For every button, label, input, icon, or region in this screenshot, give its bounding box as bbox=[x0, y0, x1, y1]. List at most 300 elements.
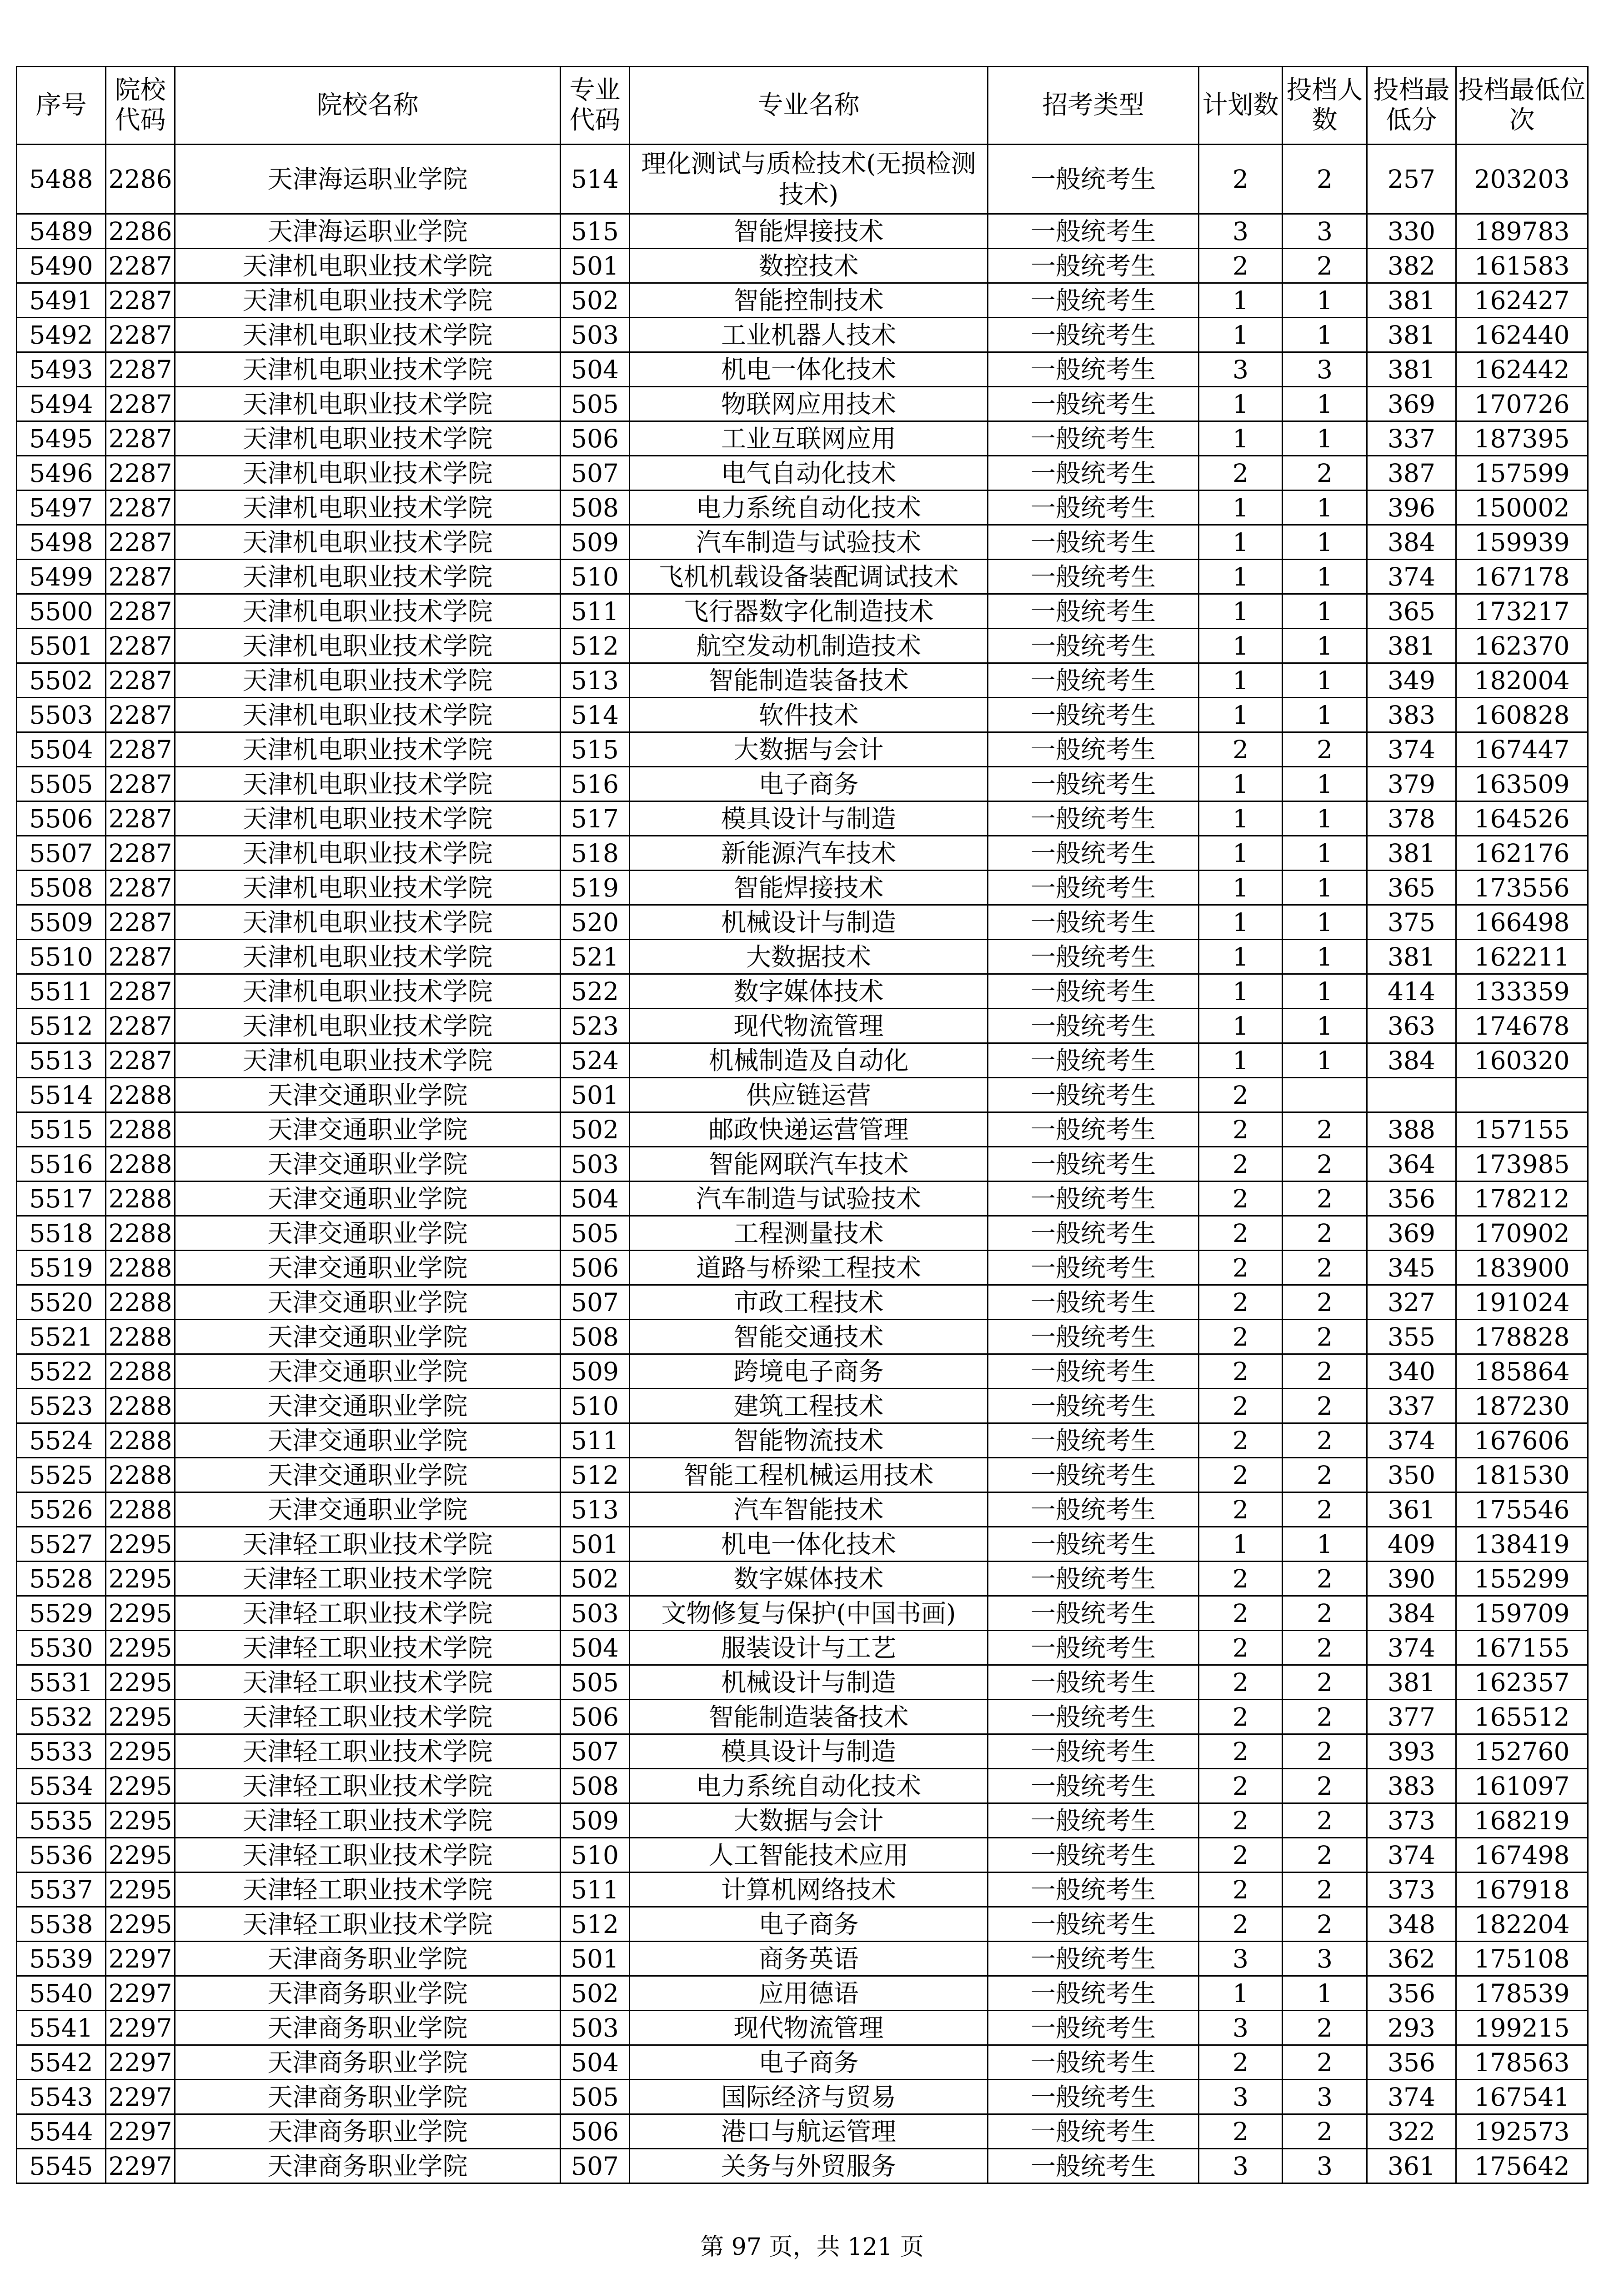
exam-type-cell: 一般统考生 bbox=[988, 663, 1199, 698]
school-code-cell: 2288 bbox=[106, 1423, 175, 1458]
major-name-cell: 汽车制造与试验技术 bbox=[630, 525, 988, 560]
major-name-cell: 服装设计与工艺 bbox=[630, 1631, 988, 1665]
exam-type-cell: 一般统考生 bbox=[988, 387, 1199, 421]
major-name-cell: 计算机网络技术 bbox=[630, 1872, 988, 1907]
school-code-cell: 2287 bbox=[106, 456, 175, 491]
major-name-cell: 理化测试与质检技术(无损检测技术) bbox=[630, 145, 988, 214]
plan-count-cell: 3 bbox=[1199, 1942, 1283, 1976]
school-code-cell: 2288 bbox=[106, 1147, 175, 1182]
min-rank-cell: 161583 bbox=[1456, 249, 1588, 283]
seq-cell: 5528 bbox=[17, 1562, 106, 1596]
school-name-cell: 天津交通职业学院 bbox=[175, 1078, 561, 1112]
table-row bbox=[17, 871, 1588, 905]
school-name-cell: 天津机电职业技术学院 bbox=[175, 421, 561, 456]
major-code-cell: 524 bbox=[561, 1043, 630, 1078]
min-score-cell: 365 bbox=[1367, 871, 1456, 905]
school-code-cell: 2287 bbox=[106, 421, 175, 456]
school-code-cell: 2295 bbox=[106, 1907, 175, 1942]
plan-count-cell: 2 bbox=[1199, 1562, 1283, 1596]
min-rank-cell: 178828 bbox=[1456, 1320, 1588, 1354]
school-code-cell: 2287 bbox=[106, 249, 175, 283]
school-name-cell: 天津交通职业学院 bbox=[175, 1112, 561, 1147]
major-name-cell: 模具设计与制造 bbox=[630, 801, 988, 836]
min-score-cell: 379 bbox=[1367, 767, 1456, 801]
min-rank-cell: 173556 bbox=[1456, 871, 1588, 905]
major-code-cell: 520 bbox=[561, 905, 630, 940]
school-code-cell: 2287 bbox=[106, 1009, 175, 1043]
admitted-count-cell: 2 bbox=[1283, 1907, 1367, 1942]
school-name-cell: 天津交通职业学院 bbox=[175, 1251, 561, 1285]
plan-count-cell: 2 bbox=[1199, 2114, 1283, 2149]
min-score-cell: 383 bbox=[1367, 698, 1456, 732]
table-row bbox=[17, 836, 1588, 871]
min-rank-cell: 162427 bbox=[1456, 283, 1588, 318]
seq-cell: 5495 bbox=[17, 421, 106, 456]
seq-cell: 5520 bbox=[17, 1285, 106, 1320]
school-code-cell: 2288 bbox=[106, 1112, 175, 1147]
major-code-cell: 503 bbox=[561, 1596, 630, 1631]
school-code-cell: 2288 bbox=[106, 1458, 175, 1492]
min-rank-cell: 170902 bbox=[1456, 1216, 1588, 1251]
admitted-count-cell: 2 bbox=[1283, 1354, 1367, 1389]
plan-count-cell: 2 bbox=[1199, 1769, 1283, 1803]
min-score-cell: 350 bbox=[1367, 1458, 1456, 1492]
school-name-cell: 天津机电职业技术学院 bbox=[175, 525, 561, 560]
min-score-cell: 348 bbox=[1367, 1907, 1456, 1942]
plan-count-cell: 2 bbox=[1199, 1838, 1283, 1872]
school-name-cell: 天津机电职业技术学院 bbox=[175, 387, 561, 421]
major-code-cell: 511 bbox=[561, 594, 630, 629]
exam-type-cell: 一般统考生 bbox=[988, 1423, 1199, 1458]
min-rank-cell: 162211 bbox=[1456, 940, 1588, 974]
exam-type-cell: 一般统考生 bbox=[988, 1527, 1199, 1562]
major-name-cell: 国际经济与贸易 bbox=[630, 2080, 988, 2114]
header-cell: 专业名称 bbox=[630, 67, 988, 145]
min-rank-cell: 167447 bbox=[1456, 732, 1588, 767]
admitted-count-cell: 2 bbox=[1283, 1838, 1367, 1872]
plan-count-cell: 2 bbox=[1199, 1354, 1283, 1389]
exam-type-cell: 一般统考生 bbox=[988, 1078, 1199, 1112]
school-name-cell: 天津机电职业技术学院 bbox=[175, 905, 561, 940]
table-row bbox=[17, 525, 1588, 560]
min-score-cell: 384 bbox=[1367, 1596, 1456, 1631]
seq-cell: 5529 bbox=[17, 1596, 106, 1631]
exam-type-cell: 一般统考生 bbox=[988, 2114, 1199, 2149]
plan-count-cell: 2 bbox=[1199, 1423, 1283, 1458]
min-score-cell: 388 bbox=[1367, 1112, 1456, 1147]
exam-type-cell: 一般统考生 bbox=[988, 1769, 1199, 1803]
admitted-count-cell: 1 bbox=[1283, 283, 1367, 318]
seq-cell: 5488 bbox=[17, 145, 106, 214]
exam-type-cell: 一般统考生 bbox=[988, 2080, 1199, 2114]
major-name-cell: 邮政快递运营管理 bbox=[630, 1112, 988, 1147]
seq-cell: 5493 bbox=[17, 352, 106, 387]
min-rank-cell: 189783 bbox=[1456, 214, 1588, 249]
major-code-cell: 504 bbox=[561, 352, 630, 387]
seq-cell: 5523 bbox=[17, 1389, 106, 1423]
min-score-cell: 396 bbox=[1367, 491, 1456, 525]
seq-cell: 5509 bbox=[17, 905, 106, 940]
seq-cell: 5500 bbox=[17, 594, 106, 629]
header-cell: 投档最低位次 bbox=[1456, 67, 1588, 145]
exam-type-cell: 一般统考生 bbox=[988, 421, 1199, 456]
school-name-cell: 天津机电职业技术学院 bbox=[175, 352, 561, 387]
exam-type-cell: 一般统考生 bbox=[988, 1734, 1199, 1769]
school-code-cell: 2297 bbox=[106, 1942, 175, 1976]
admitted-count-cell: 2 bbox=[1283, 1389, 1367, 1423]
header-cell: 院校代码 bbox=[106, 67, 175, 145]
table-row bbox=[17, 421, 1588, 456]
major-code-cell: 510 bbox=[561, 1389, 630, 1423]
seq-cell: 5533 bbox=[17, 1734, 106, 1769]
school-name-cell: 天津交通职业学院 bbox=[175, 1147, 561, 1182]
school-code-cell: 2295 bbox=[106, 1631, 175, 1665]
admitted-count-cell: 2 bbox=[1283, 1872, 1367, 1907]
min-rank-cell: 178563 bbox=[1456, 2045, 1588, 2080]
plan-count-cell: 1 bbox=[1199, 1976, 1283, 2011]
header-cell: 招考类型 bbox=[988, 67, 1199, 145]
school-code-cell: 2287 bbox=[106, 387, 175, 421]
school-name-cell: 天津轻工职业技术学院 bbox=[175, 1527, 561, 1562]
exam-type-cell: 一般统考生 bbox=[988, 1872, 1199, 1907]
exam-type-cell: 一般统考生 bbox=[988, 456, 1199, 491]
plan-count-cell: 1 bbox=[1199, 871, 1283, 905]
exam-type-cell: 一般统考生 bbox=[988, 1320, 1199, 1354]
min-rank-cell: 173985 bbox=[1456, 1147, 1588, 1182]
seq-cell: 5534 bbox=[17, 1769, 106, 1803]
plan-count-cell: 2 bbox=[1199, 456, 1283, 491]
admitted-count-cell: 2 bbox=[1283, 2114, 1367, 2149]
table-row bbox=[17, 283, 1588, 318]
school-code-cell: 2297 bbox=[106, 2011, 175, 2045]
major-name-cell: 飞行器数字化制造技术 bbox=[630, 594, 988, 629]
table-row bbox=[17, 1320, 1588, 1354]
seq-cell: 5497 bbox=[17, 491, 106, 525]
admission-table bbox=[16, 66, 1589, 2184]
major-code-cell: 510 bbox=[561, 560, 630, 594]
seq-cell: 5513 bbox=[17, 1043, 106, 1078]
major-code-cell: 507 bbox=[561, 1285, 630, 1320]
plan-count-cell: 1 bbox=[1199, 1043, 1283, 1078]
plan-count-cell: 1 bbox=[1199, 560, 1283, 594]
seq-cell: 5489 bbox=[17, 214, 106, 249]
admitted-count-cell: 2 bbox=[1283, 1665, 1367, 1700]
exam-type-cell: 一般统考生 bbox=[988, 1631, 1199, 1665]
table-row bbox=[17, 1078, 1588, 1112]
min-score-cell: 364 bbox=[1367, 1147, 1456, 1182]
min-rank-cell: 199215 bbox=[1456, 2011, 1588, 2045]
min-rank-cell: 162442 bbox=[1456, 352, 1588, 387]
school-name-cell: 天津机电职业技术学院 bbox=[175, 249, 561, 283]
major-code-cell: 515 bbox=[561, 732, 630, 767]
admitted-count-cell: 3 bbox=[1283, 2080, 1367, 2114]
min-score-cell: 356 bbox=[1367, 2045, 1456, 2080]
min-rank-cell: 162176 bbox=[1456, 836, 1588, 871]
seq-cell: 5544 bbox=[17, 2114, 106, 2149]
min-rank-cell: 157599 bbox=[1456, 456, 1588, 491]
major-code-cell: 508 bbox=[561, 491, 630, 525]
min-score-cell: 355 bbox=[1367, 1320, 1456, 1354]
exam-type-cell: 一般统考生 bbox=[988, 525, 1199, 560]
min-score-cell: 361 bbox=[1367, 1492, 1456, 1527]
major-code-cell: 523 bbox=[561, 1009, 630, 1043]
min-rank-cell: 187395 bbox=[1456, 421, 1588, 456]
admitted-count-cell: 1 bbox=[1283, 629, 1367, 663]
admitted-count-cell: 2 bbox=[1283, 1182, 1367, 1216]
plan-count-cell: 2 bbox=[1199, 1182, 1283, 1216]
min-rank-cell: 162357 bbox=[1456, 1665, 1588, 1700]
major-code-cell: 501 bbox=[561, 1078, 630, 1112]
table-row bbox=[17, 1492, 1588, 1527]
major-name-cell: 机械设计与制造 bbox=[630, 905, 988, 940]
school-code-cell: 2295 bbox=[106, 1872, 175, 1907]
min-score-cell: 374 bbox=[1367, 2080, 1456, 2114]
admitted-count-cell: 2 bbox=[1283, 1803, 1367, 1838]
major-code-cell: 504 bbox=[561, 2045, 630, 2080]
school-code-cell: 2295 bbox=[106, 1562, 175, 1596]
admitted-count-cell: 2 bbox=[1283, 1147, 1367, 1182]
admitted-count-cell: 2 bbox=[1283, 2011, 1367, 2045]
min-score-cell: 393 bbox=[1367, 1734, 1456, 1769]
table-row bbox=[17, 1769, 1588, 1803]
min-score-cell: 377 bbox=[1367, 1700, 1456, 1734]
admitted-count-cell: 2 bbox=[1283, 1423, 1367, 1458]
school-name-cell: 天津机电职业技术学院 bbox=[175, 801, 561, 836]
min-rank-cell: 164526 bbox=[1456, 801, 1588, 836]
seq-cell: 5510 bbox=[17, 940, 106, 974]
admitted-count-cell: 1 bbox=[1283, 421, 1367, 456]
school-code-cell: 2287 bbox=[106, 352, 175, 387]
table-body bbox=[17, 145, 1588, 2183]
table-row bbox=[17, 801, 1588, 836]
school-code-cell: 2288 bbox=[106, 1251, 175, 1285]
school-code-cell: 2287 bbox=[106, 663, 175, 698]
plan-count-cell: 3 bbox=[1199, 2011, 1283, 2045]
school-name-cell: 天津机电职业技术学院 bbox=[175, 283, 561, 318]
plan-count-cell: 1 bbox=[1199, 767, 1283, 801]
school-name-cell: 天津交通职业学院 bbox=[175, 1389, 561, 1423]
table-row bbox=[17, 249, 1588, 283]
min-rank-cell: 170726 bbox=[1456, 387, 1588, 421]
plan-count-cell: 1 bbox=[1199, 318, 1283, 352]
exam-type-cell: 一般统考生 bbox=[988, 1803, 1199, 1838]
exam-type-cell: 一般统考生 bbox=[988, 767, 1199, 801]
table-row bbox=[17, 318, 1588, 352]
plan-count-cell: 2 bbox=[1199, 1631, 1283, 1665]
min-score-cell: 390 bbox=[1367, 1562, 1456, 1596]
exam-type-cell: 一般统考生 bbox=[988, 629, 1199, 663]
seq-cell: 5506 bbox=[17, 801, 106, 836]
exam-type-cell: 一般统考生 bbox=[988, 1458, 1199, 1492]
school-code-cell: 2287 bbox=[106, 491, 175, 525]
plan-count-cell: 2 bbox=[1199, 1458, 1283, 1492]
admitted-count-cell: 1 bbox=[1283, 698, 1367, 732]
admitted-count-cell: 1 bbox=[1283, 1527, 1367, 1562]
seq-cell: 5507 bbox=[17, 836, 106, 871]
table-row bbox=[17, 1562, 1588, 1596]
major-code-cell: 516 bbox=[561, 767, 630, 801]
table-row bbox=[17, 1423, 1588, 1458]
school-name-cell: 天津轻工职业技术学院 bbox=[175, 1665, 561, 1700]
exam-type-cell: 一般统考生 bbox=[988, 801, 1199, 836]
school-code-cell: 2287 bbox=[106, 767, 175, 801]
school-code-cell: 2286 bbox=[106, 145, 175, 214]
plan-count-cell: 3 bbox=[1199, 214, 1283, 249]
admitted-count-cell: 2 bbox=[1283, 1631, 1367, 1665]
admitted-count-cell: 2 bbox=[1283, 145, 1367, 214]
admitted-count-cell: 1 bbox=[1283, 871, 1367, 905]
major-code-cell: 517 bbox=[561, 801, 630, 836]
min-rank-cell: 167178 bbox=[1456, 560, 1588, 594]
admitted-count-cell: 2 bbox=[1283, 249, 1367, 283]
table-row bbox=[17, 1665, 1588, 1700]
plan-count-cell: 1 bbox=[1199, 836, 1283, 871]
major-name-cell: 港口与航运管理 bbox=[630, 2114, 988, 2149]
admitted-count-cell: 1 bbox=[1283, 905, 1367, 940]
major-name-cell: 智能焊接技术 bbox=[630, 214, 988, 249]
major-name-cell: 大数据技术 bbox=[630, 940, 988, 974]
school-name-cell: 天津机电职业技术学院 bbox=[175, 594, 561, 629]
header-cell: 序号 bbox=[17, 67, 106, 145]
min-rank-cell: 182204 bbox=[1456, 1907, 1588, 1942]
min-score-cell: 381 bbox=[1367, 1665, 1456, 1700]
exam-type-cell: 一般统考生 bbox=[988, 283, 1199, 318]
plan-count-cell: 2 bbox=[1199, 1700, 1283, 1734]
school-code-cell: 2295 bbox=[106, 1665, 175, 1700]
school-code-cell: 2297 bbox=[106, 2045, 175, 2080]
school-name-cell: 天津机电职业技术学院 bbox=[175, 732, 561, 767]
plan-count-cell: 1 bbox=[1199, 525, 1283, 560]
admitted-count-cell: 2 bbox=[1283, 1769, 1367, 1803]
school-name-cell: 天津机电职业技术学院 bbox=[175, 767, 561, 801]
plan-count-cell: 2 bbox=[1199, 1492, 1283, 1527]
school-name-cell: 天津轻工职业技术学院 bbox=[175, 1872, 561, 1907]
min-rank-cell: 162440 bbox=[1456, 318, 1588, 352]
school-name-cell: 天津机电职业技术学院 bbox=[175, 456, 561, 491]
min-rank-cell bbox=[1456, 1078, 1588, 1112]
school-code-cell: 2286 bbox=[106, 214, 175, 249]
seq-cell: 5490 bbox=[17, 249, 106, 283]
table-row bbox=[17, 1631, 1588, 1665]
school-code-cell: 2295 bbox=[106, 1838, 175, 1872]
min-rank-cell: 173217 bbox=[1456, 594, 1588, 629]
school-code-cell: 2287 bbox=[106, 905, 175, 940]
school-name-cell: 天津海运职业学院 bbox=[175, 214, 561, 249]
school-name-cell: 天津轻工职业技术学院 bbox=[175, 1734, 561, 1769]
major-name-cell: 机械设计与制造 bbox=[630, 1665, 988, 1700]
min-rank-cell: 155299 bbox=[1456, 1562, 1588, 1596]
major-name-cell: 汽车智能技术 bbox=[630, 1492, 988, 1527]
exam-type-cell: 一般统考生 bbox=[988, 1596, 1199, 1631]
major-name-cell: 数字媒体技术 bbox=[630, 974, 988, 1009]
seq-cell: 5519 bbox=[17, 1251, 106, 1285]
admitted-count-cell: 1 bbox=[1283, 1009, 1367, 1043]
major-code-cell: 503 bbox=[561, 318, 630, 352]
major-code-cell: 511 bbox=[561, 1423, 630, 1458]
school-name-cell: 天津机电职业技术学院 bbox=[175, 318, 561, 352]
major-code-cell: 514 bbox=[561, 698, 630, 732]
table-row bbox=[17, 1458, 1588, 1492]
min-rank-cell: 152760 bbox=[1456, 1734, 1588, 1769]
table-row bbox=[17, 2011, 1588, 2045]
min-score-cell: 409 bbox=[1367, 1527, 1456, 1562]
major-name-cell: 新能源汽车技术 bbox=[630, 836, 988, 871]
header-cell: 计划数 bbox=[1199, 67, 1283, 145]
major-name-cell: 物联网应用技术 bbox=[630, 387, 988, 421]
plan-count-cell: 2 bbox=[1199, 1389, 1283, 1423]
major-name-cell: 汽车制造与试验技术 bbox=[630, 1182, 988, 1216]
plan-count-cell: 1 bbox=[1199, 1527, 1283, 1562]
major-code-cell: 501 bbox=[561, 249, 630, 283]
table-row bbox=[17, 1354, 1588, 1389]
seq-cell: 5499 bbox=[17, 560, 106, 594]
exam-type-cell: 一般统考生 bbox=[988, 1976, 1199, 2011]
major-name-cell: 建筑工程技术 bbox=[630, 1389, 988, 1423]
admitted-count-cell: 1 bbox=[1283, 560, 1367, 594]
exam-type-cell: 一般统考生 bbox=[988, 2045, 1199, 2080]
exam-type-cell: 一般统考生 bbox=[988, 1285, 1199, 1320]
table-row bbox=[17, 2114, 1588, 2149]
min-score-cell: 356 bbox=[1367, 1976, 1456, 2011]
min-rank-cell: 192573 bbox=[1456, 2114, 1588, 2149]
min-score-cell: 293 bbox=[1367, 2011, 1456, 2045]
min-score-cell: 345 bbox=[1367, 1251, 1456, 1285]
major-name-cell: 关务与外贸服务 bbox=[630, 2149, 988, 2183]
school-code-cell: 2295 bbox=[106, 1527, 175, 1562]
major-name-cell: 智能制造装备技术 bbox=[630, 663, 988, 698]
min-rank-cell: 133359 bbox=[1456, 974, 1588, 1009]
min-score-cell: 374 bbox=[1367, 1423, 1456, 1458]
major-code-cell: 504 bbox=[561, 1182, 630, 1216]
school-name-cell: 天津交通职业学院 bbox=[175, 1423, 561, 1458]
school-code-cell: 2287 bbox=[106, 594, 175, 629]
major-code-cell: 512 bbox=[561, 1907, 630, 1942]
exam-type-cell: 一般统考生 bbox=[988, 1043, 1199, 1078]
major-name-cell: 商务英语 bbox=[630, 1942, 988, 1976]
exam-type-cell: 一般统考生 bbox=[988, 1492, 1199, 1527]
school-name-cell: 天津商务职业学院 bbox=[175, 1942, 561, 1976]
plan-count-cell: 1 bbox=[1199, 663, 1283, 698]
min-score-cell: 349 bbox=[1367, 663, 1456, 698]
table-row bbox=[17, 663, 1588, 698]
table-row bbox=[17, 1734, 1588, 1769]
exam-type-cell: 一般统考生 bbox=[988, 732, 1199, 767]
major-code-cell: 505 bbox=[561, 1216, 630, 1251]
major-name-cell: 软件技术 bbox=[630, 698, 988, 732]
min-rank-cell: 150002 bbox=[1456, 491, 1588, 525]
seq-cell: 5538 bbox=[17, 1907, 106, 1942]
min-rank-cell: 167498 bbox=[1456, 1838, 1588, 1872]
school-name-cell: 天津轻工职业技术学院 bbox=[175, 1769, 561, 1803]
min-score-cell: 361 bbox=[1367, 2149, 1456, 2183]
admitted-count-cell: 1 bbox=[1283, 801, 1367, 836]
school-name-cell: 天津商务职业学院 bbox=[175, 2080, 561, 2114]
admitted-count-cell: 2 bbox=[1283, 2045, 1367, 2080]
major-code-cell: 509 bbox=[561, 1803, 630, 1838]
major-name-cell: 工业机器人技术 bbox=[630, 318, 988, 352]
exam-type-cell: 一般统考生 bbox=[988, 560, 1199, 594]
school-name-cell: 天津交通职业学院 bbox=[175, 1458, 561, 1492]
seq-cell: 5514 bbox=[17, 1078, 106, 1112]
admitted-count-cell: 1 bbox=[1283, 836, 1367, 871]
table-row bbox=[17, 732, 1588, 767]
seq-cell: 5527 bbox=[17, 1527, 106, 1562]
min-rank-cell: 160828 bbox=[1456, 698, 1588, 732]
school-name-cell: 天津交通职业学院 bbox=[175, 1492, 561, 1527]
min-score-cell bbox=[1367, 1078, 1456, 1112]
min-rank-cell: 174678 bbox=[1456, 1009, 1588, 1043]
plan-count-cell: 2 bbox=[1199, 1320, 1283, 1354]
